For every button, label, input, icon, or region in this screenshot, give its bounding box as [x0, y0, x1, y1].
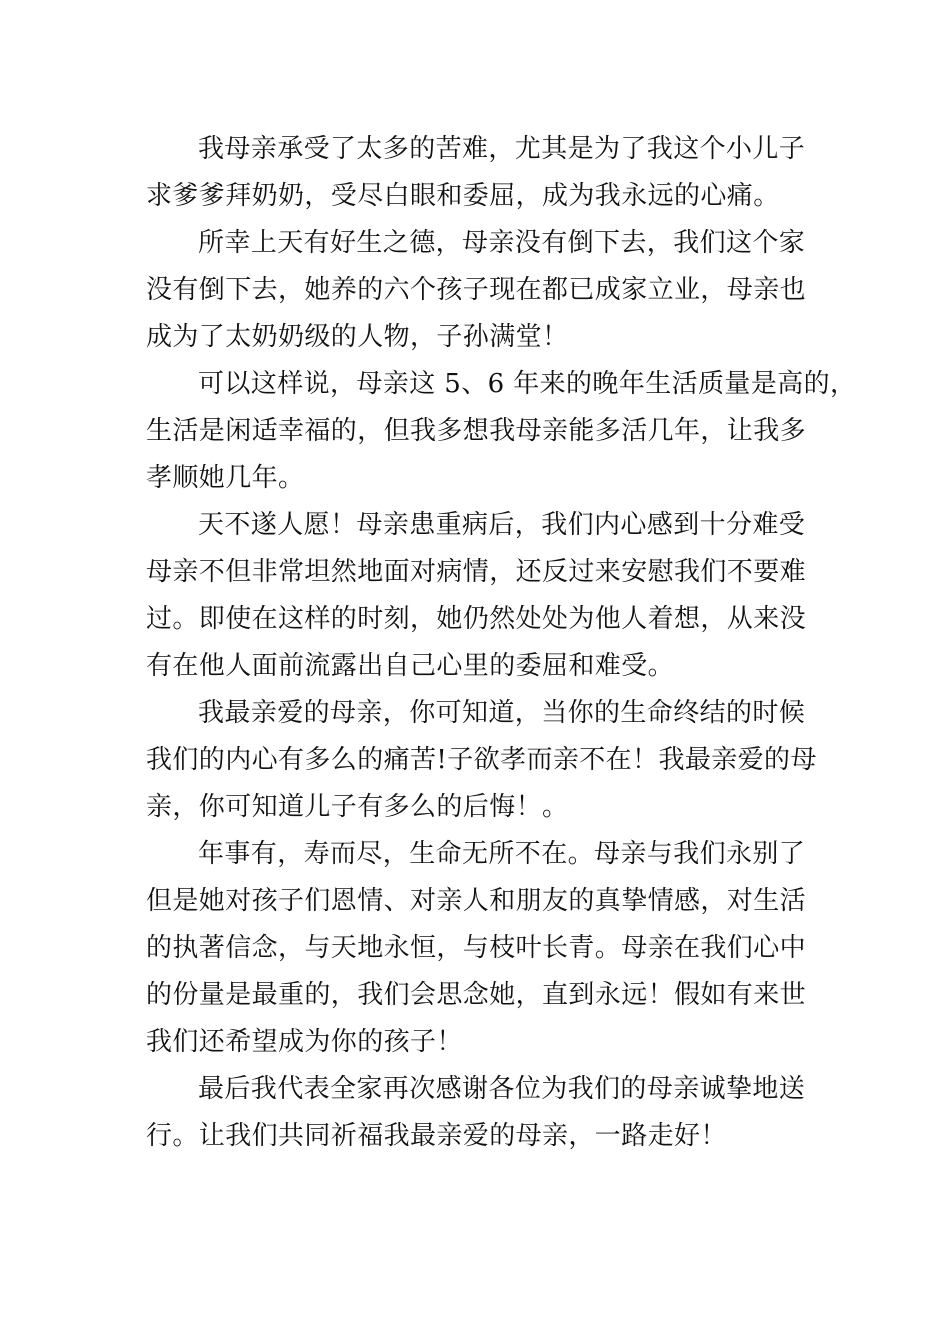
paragraph-line: 孝顺她几年。 — [146, 463, 305, 493]
paragraph-line: 求爹爹拜奶奶，受尽白眼和委屈，成为我永远的心痛。 — [146, 181, 780, 211]
paragraph-4 — [146, 502, 816, 690]
paragraph-line: 我们还希望成为你的孩子！ — [146, 1027, 463, 1057]
paragraph-5 — [146, 690, 816, 831]
paragraph-line: 天不遂人愿！母亲患重病后，我们内心感到十分难受 — [198, 510, 806, 540]
document-body — [146, 126, 857, 1160]
paragraph-7 — [146, 1066, 816, 1160]
paragraph-line: 所幸上天有好生之德，母亲没有倒下去，我们这个家 — [198, 228, 806, 258]
paragraph-line: 成为了太奶奶级的人物，子孙满堂！ — [146, 322, 569, 352]
paragraph-line: 我最亲爱的母亲，你可知道，当你的生命终结的时候 — [198, 698, 806, 728]
paragraph-line: 的份量是最重的，我们会思念她，直到永远！假如有来世 — [146, 980, 807, 1010]
paragraph-line: 我们的内心有多么的痛苦!子欲孝而亲不在！我最亲爱的母 — [146, 745, 817, 775]
paragraph-line: 母亲不但非常坦然地面对病情，还反过来安慰我们不要难 — [146, 557, 807, 587]
paragraph-line: 可以这样说，母亲这 5、6 年来的晚年生活质量是高的， — [198, 369, 857, 399]
paragraph-line: 生活是闲适幸福的，但我多想我母亲能多活几年，让我多 — [146, 416, 807, 446]
paragraph-line: 年事有，寿而尽，生命无所不在。母亲与我们永别了 — [198, 839, 806, 869]
paragraph-line: 的执著信念，与天地永恒，与枝叶长青。母亲在我们心中 — [146, 933, 807, 963]
paragraph-1 — [146, 126, 816, 220]
paragraph-line: 最后我代表全家再次感谢各位为我们的母亲诚挚地送 — [198, 1074, 806, 1104]
paragraph-3 — [146, 361, 857, 502]
paragraph-2 — [146, 220, 816, 361]
paragraph-line: 没有倒下去，她养的六个孩子现在都已成家立业，母亲也 — [146, 275, 807, 305]
paragraph-line: 过。即使在这样的时刻，她仍然处处为他人着想，从来没 — [146, 604, 807, 634]
paragraph-line: 我母亲承受了太多的苦难，尤其是为了我这个小儿子 — [198, 134, 806, 164]
paragraph-6 — [146, 831, 816, 1066]
paragraph-line: 亲，你可知道儿子有多么的后悔！。 — [146, 792, 569, 822]
paragraph-line: 有在他人面前流露出自己心里的委屈和难受。 — [146, 651, 675, 681]
paragraph-line: 行。让我们共同祈福我最亲爱的母亲，一路走好！ — [146, 1121, 727, 1151]
paragraph-line: 但是她对孩子们恩情、对亲人和朋友的真挚情感，对生活 — [146, 886, 807, 916]
